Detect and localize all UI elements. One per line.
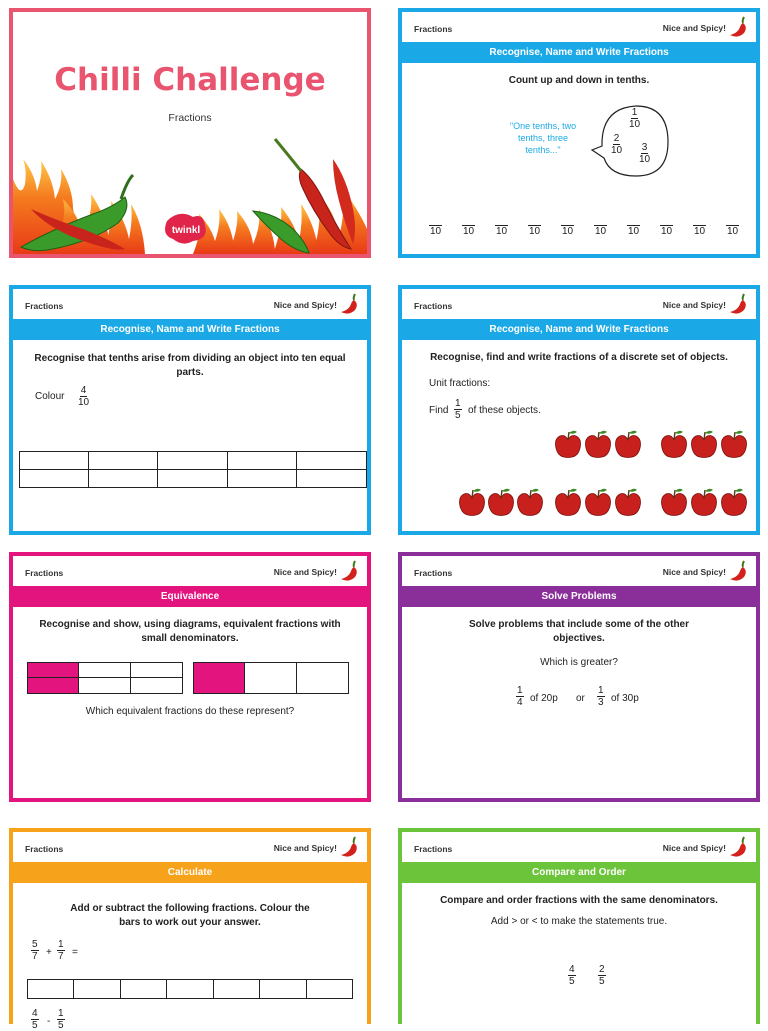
instruction-text: Solve problems that include some of the other objectives. xyxy=(468,619,690,644)
header-label: Fractions xyxy=(414,844,453,854)
page-title: Chilli Challenge xyxy=(54,62,326,98)
sixths-diagram xyxy=(27,662,183,694)
header-label: Fractions xyxy=(25,301,64,311)
card-count-tenths xyxy=(398,8,760,258)
card-calculate xyxy=(9,828,371,1031)
instruction-text: Compare and order fractions with the same denominators. xyxy=(440,895,718,906)
hint-text: Add > or < to make the statements true. xyxy=(490,916,668,927)
header-tag: Nice and Spicy! xyxy=(273,567,337,577)
bar-cell[interactable] xyxy=(307,980,352,998)
card-solve-problems xyxy=(398,552,760,802)
header-tag: Nice and Spicy! xyxy=(273,843,337,853)
section-band: Calculate xyxy=(13,862,367,883)
chilli-icon xyxy=(339,835,361,859)
title-subtitle: Fractions xyxy=(168,112,212,124)
apple-icon xyxy=(662,431,687,458)
tenths-grid[interactable] xyxy=(19,451,367,488)
bar-cell[interactable] xyxy=(167,980,213,998)
option-a-fraction: $\frac{1}{4}$ xyxy=(517,685,523,708)
find-label: Find xyxy=(429,405,449,416)
apple-icon xyxy=(586,489,611,516)
option-b-fraction: $\frac{1}{3}$ xyxy=(598,685,604,708)
bubble-fraction: $\frac{3}{10}$ xyxy=(639,142,651,165)
apple-icon xyxy=(556,431,581,458)
apple-icon xyxy=(489,489,514,516)
compare-right-fraction: $\frac{2}{5}$ xyxy=(599,964,605,987)
section-band: Solve Problems xyxy=(402,586,756,607)
grid-cell[interactable] xyxy=(20,470,89,488)
blank-fraction: 10 xyxy=(496,226,508,237)
blank-fraction: 10 xyxy=(661,226,673,237)
sum2-fraction-b: $\frac{1}{5}$ xyxy=(58,1008,64,1031)
sum1-equals: = xyxy=(72,947,78,958)
sevenths-bar[interactable] xyxy=(27,979,353,999)
twinkl-logo-text: twinkl xyxy=(171,225,201,236)
chilli-flames-illustration xyxy=(13,129,367,254)
thirds-diagram xyxy=(193,662,349,694)
card-discrete-set xyxy=(398,285,760,535)
apple-icon xyxy=(556,489,581,516)
blank-fraction: 10 xyxy=(694,226,706,237)
apple-icon xyxy=(616,431,641,458)
target-fraction: $\frac{4}{10}$ xyxy=(78,385,90,408)
header-label: Fractions xyxy=(414,301,453,311)
question-text: Which is greater? xyxy=(540,657,618,668)
chilli-icon xyxy=(728,292,750,316)
header-tag: Nice and Spicy! xyxy=(273,300,337,310)
bar-cell[interactable] xyxy=(121,980,167,998)
instruction-text: Add or subtract the following fractions. Colour the bars to work out your answer. xyxy=(70,903,310,928)
or-label: or xyxy=(576,693,585,704)
grid-cell[interactable] xyxy=(158,470,227,488)
question-text: Which equivalent fractions do these represent? xyxy=(85,706,295,717)
apple-icon xyxy=(722,489,747,516)
grid-cell[interactable] xyxy=(297,470,366,488)
header-label: Fractions xyxy=(25,844,64,854)
instruction-text: Count up and down in tenths. xyxy=(508,75,650,86)
grid-cell[interactable] xyxy=(228,470,297,488)
option-a-suffix: of 20p xyxy=(530,693,558,704)
instruction-text: Recognise and show, using diagrams, equivalent fractions with small denominators. xyxy=(39,619,341,644)
header-tag: Nice and Spicy! xyxy=(662,843,726,853)
sum1-operator: + xyxy=(46,947,52,958)
blank-fraction: 10 xyxy=(628,226,640,237)
bar-cell[interactable] xyxy=(260,980,306,998)
blank-fraction: 10 xyxy=(430,226,442,237)
apple-icon xyxy=(692,431,717,458)
unit-fractions-label: Unit fractions: xyxy=(429,378,491,389)
section-band: Recognise, Name and Write Fractions xyxy=(13,319,367,340)
target-fraction: $\frac{1}{5}$ xyxy=(455,398,461,421)
header-label: Fractions xyxy=(25,568,64,578)
apple-icon xyxy=(662,489,687,516)
grid-cell[interactable] xyxy=(89,452,158,470)
apple-icon xyxy=(616,489,641,516)
apples-set xyxy=(402,414,764,534)
sum2-operator: - xyxy=(47,1016,51,1027)
colour-label: Colour xyxy=(35,391,65,402)
compare-left-fraction: $\frac{4}{5}$ xyxy=(569,964,575,987)
chilli-icon xyxy=(339,292,361,316)
chilli-icon xyxy=(728,15,750,39)
apple-icon xyxy=(518,489,543,516)
title-card xyxy=(9,8,371,258)
option-b-suffix: of 30p xyxy=(611,693,639,704)
blank-fraction: 10 xyxy=(562,226,574,237)
bar-cell[interactable] xyxy=(74,980,120,998)
apple-icon xyxy=(460,489,485,516)
sum1-fraction-b: $\frac{1}{7}$ xyxy=(58,939,64,962)
grid-cell[interactable] xyxy=(228,452,297,470)
chilli-icon xyxy=(728,835,750,859)
section-band: Recognise, Name and Write Fractions xyxy=(402,42,756,63)
grid-cell[interactable] xyxy=(20,452,89,470)
section-band: Equivalence xyxy=(13,586,367,607)
bubble-fraction: $\frac{1}{10}$ xyxy=(629,107,641,130)
sum2-fraction-a: $\frac{4}{5}$ xyxy=(32,1008,38,1031)
grid-cell[interactable] xyxy=(89,470,158,488)
grid-cell[interactable] xyxy=(158,452,227,470)
card-colour-tenths xyxy=(9,285,371,535)
header-tag: Nice and Spicy! xyxy=(662,567,726,577)
chilli-icon xyxy=(339,559,361,583)
bar-cell[interactable] xyxy=(214,980,260,998)
find-suffix: of these objects. xyxy=(468,405,541,416)
header-tag: Nice and Spicy! xyxy=(662,300,726,310)
instruction-text: Recognise, find and write fractions of a discrete set of objects. xyxy=(430,352,728,363)
blank-fraction: 10 xyxy=(595,226,607,237)
section-band: Recognise, Name and Write Fractions xyxy=(402,319,756,340)
apple-icon xyxy=(692,489,717,516)
quote-text: "One tenths, two tenths, three tenths..." xyxy=(509,121,577,156)
section-band: Compare and Order xyxy=(402,862,756,883)
card-compare-order xyxy=(398,828,760,1024)
twinkl-logo xyxy=(165,214,206,244)
apple-icon xyxy=(722,431,747,458)
card-equivalence xyxy=(9,552,371,802)
header-label: Fractions xyxy=(414,568,453,578)
blank-fraction: 10 xyxy=(529,226,541,237)
apple-icon xyxy=(586,431,611,458)
blank-fraction: 10 xyxy=(727,226,739,237)
chilli-icon xyxy=(728,559,750,583)
blank-fraction: 10 xyxy=(463,226,475,237)
sum1-fraction-a: $\frac{5}{7}$ xyxy=(32,939,38,962)
instruction-text: Recognise that tenths arise from dividing an object into ten equal parts. xyxy=(34,353,346,378)
header-tag: Nice and Spicy! xyxy=(662,23,726,33)
bubble-fraction: $\frac{2}{10}$ xyxy=(611,133,623,156)
header-label: Fractions xyxy=(414,24,453,34)
grid-cell[interactable] xyxy=(297,452,366,470)
bar-cell[interactable] xyxy=(28,980,74,998)
